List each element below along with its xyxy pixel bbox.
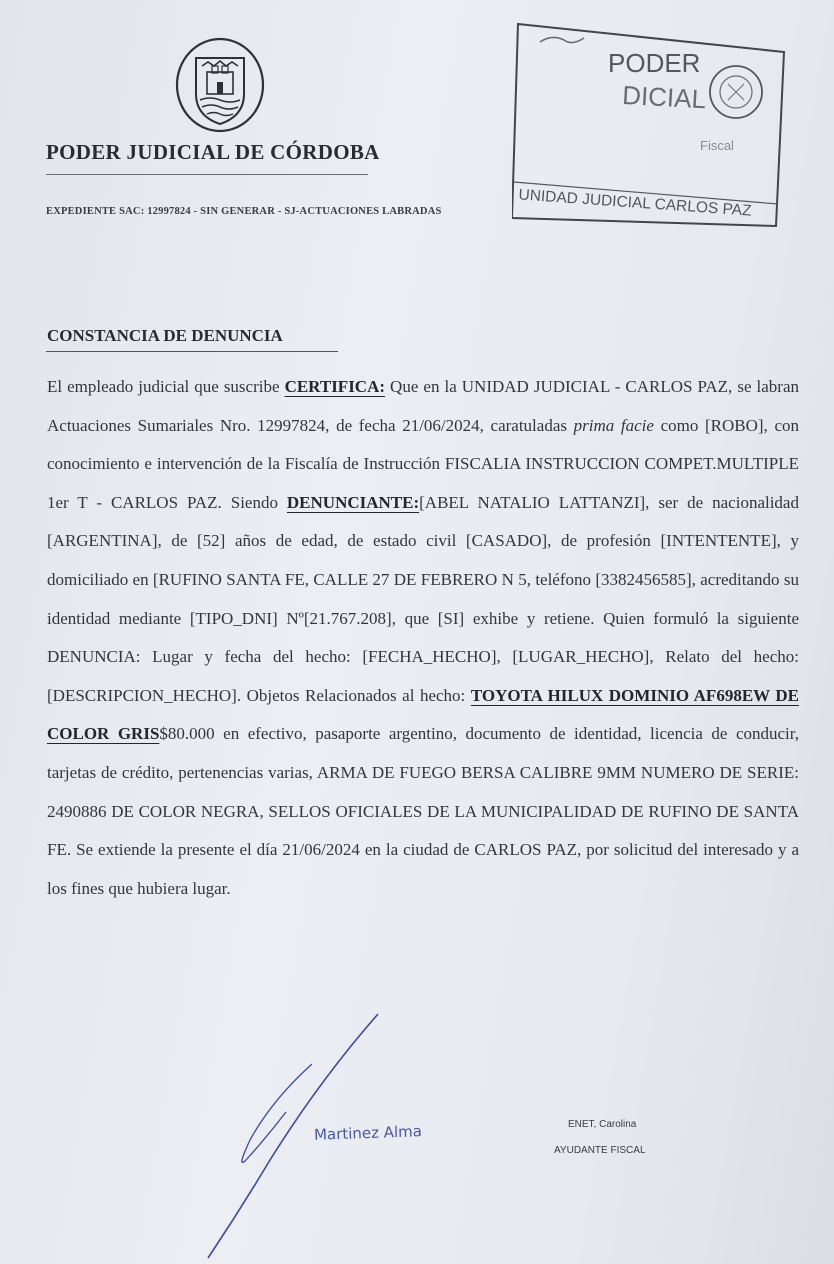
- header-divider: [46, 174, 368, 175]
- coat-of-arms-logo: [174, 36, 266, 134]
- denunciante-label: DENUNCIANTE:: [286, 492, 420, 512]
- document-title: CONSTANCIA DE DENUNCIA: [47, 326, 283, 345]
- prima-facie: prima facie: [573, 415, 654, 435]
- title-underline: [46, 351, 338, 352]
- body-intro: El empleado judicial que suscribe: [47, 377, 285, 396]
- body-part-2: como [ROBO], con conocimiento e intervención de la Fiscalía de Instrucción FISCALIA INSTRUCCION COMPET.MULTIPLE 1er T - CARLOS PAZ. Siendo: [47, 415, 799, 512]
- body-part-3: [ABEL NATALIO LATTANZI], ser de nacionalidad [ARGENTINA], de [52] años de edad, de estado civil [CASADO], de profesión [INTENTENTE], y domiciliado en [RUFINO SANTA FE, CALLE 27 DE FEBRERO N 5, teléfono [3382456585], acreditando su identidad mediante [TIPO_DNI] Nº[21.767.208], que [SI] exhibe y retiene. Quien formuló la siguiente DENUNCIA: Lugar y fecha del hecho: [FECHA_HECHO], [LUGAR_HECHO], Relato del hecho: [DESCRIPCION_HECHO]. Objetos Relacionados al hecho:: [47, 492, 799, 705]
- expediente-line: EXPEDIENTE SAC: 12997824 - SIN GENERAR - SJ-ACTUACIONES LABRADAS: [46, 206, 442, 217]
- body-part-4: $80.000 en efectivo, pasaporte argentino, documento de identidad, licencia de conducir, tarjetas de crédito, pertenencias varias, ARMA DE FUEGO BERSA CALIBRE 9MM NUMERO DE SERIE: 2490886 DE COLOR NEGRA, SELLOS OFICIALES DE LA MUNICIPALIDAD DE RUFINO DE SANTA FE. Se extiende la presente el día 21/06/2024 en la ciudad de CARLOS PAZ, por solicitud del interesado y a los fines que hubiera lugar.: [47, 724, 799, 898]
- official-name: ENET, Carolina: [568, 1119, 637, 1130]
- stamp-line1: PODER: [608, 48, 701, 78]
- official-role: AYUDANTE FISCAL: [554, 1145, 646, 1156]
- stamp-line4: UNIDAD JUDICIAL CARLOS PAZ: [518, 186, 753, 220]
- body-part-1: Que en la UNIDAD JUDICIAL - CARLOS PAZ, se labran Actuaciones Sumariales Nro. 12997824, de fecha 21/06/2024, caratuladas: [47, 377, 799, 435]
- stamp-line2: DICIAL: [621, 79, 707, 115]
- vehicle-description: TOYOTA HILUX DOMINIO AF698EW DE COLOR GRIS: [47, 685, 799, 744]
- denuncia-body: [47, 368, 799, 908]
- certifica-label: CERTIFICA:: [284, 377, 386, 396]
- signature-name: Martinez Alma: [313, 1122, 423, 1144]
- stamp-line3: Fiscal: [700, 138, 734, 153]
- institution-name: PODER JUDICIAL DE CÓRDOBA: [46, 140, 380, 164]
- official-stamp: [512, 22, 788, 228]
- official-block: [554, 1112, 646, 1164]
